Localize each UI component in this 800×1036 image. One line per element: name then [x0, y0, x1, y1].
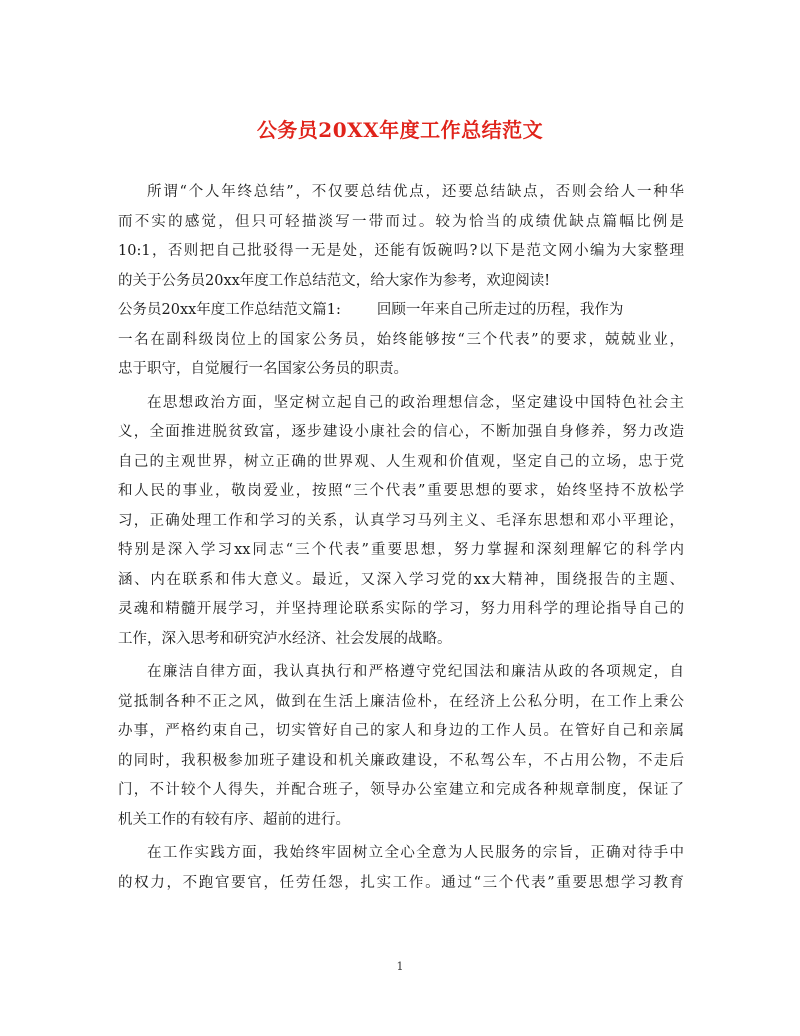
page-number: 1 [396, 960, 404, 973]
politics-line: 和人民的事业，敬岗爱业，按照“三个代表”重要思想的要求，始终坚持不放松学 [118, 483, 684, 499]
politics-line: 在思想政治方面，坚定树立起自己的政治理想信念，坚定建设中国特色社会主 [147, 394, 684, 411]
integrity-line: 机关工作的有较有序、超前的进行。 [118, 811, 350, 828]
article-line: 一名在副科级岗位上的国家公务员，始终能够按“三个代表”的要求，兢兢业业， [118, 331, 684, 348]
politics-line: 习，正确处理工作和学习的关系，认真学习马列主义、毛泽东思想和邓小平理论， [118, 512, 684, 529]
article-line: 忠于职守，自觉履行一名国家公务员的职责。 [118, 361, 408, 377]
politics-line: 义，全面推进脱贫致富，逐步建设小康社会的信心，不断加强自身修养，努力改造 [118, 424, 684, 440]
politics-line: 特别是深入学习xx同志“三个代表”重要思想，努力掌握和深刻理解它的科学内 [118, 542, 684, 558]
document-body [118, 178, 684, 898]
intro-line: 的关于公务员20xx年度工作总结范文，给大家作为参考，欢迎阅读! [118, 272, 551, 289]
document-title: 公务员20XX年度工作总结范文 [256, 118, 544, 142]
intro-line: 10:1，否则把自己批驳得一无是处，还能有饭碗吗?以下是范文网小编为大家整理 [118, 243, 684, 259]
practice-line: 在工作实践方面，我始终牢固树立全心全意为人民服务的宗旨，正确对待手中 [147, 845, 684, 861]
intro-line: 所谓“个人年终总结”，不仅要总结优点，还要总结缺点，否则会给人一种华 [147, 184, 684, 200]
intro-line: 而不实的感觉，但只可轻描淡写一带而过。较为恰当的成绩优缺点篇幅比例是 [118, 213, 684, 230]
politics-line: 工作，深入思考和研究泸水经济、社会发展的战略。 [118, 630, 452, 647]
politics-line: 灵魂和精髓开展学习，并坚持理论联系实际的学习，努力用科学的理论指导自己的 [118, 601, 684, 617]
article-heading: 公务员20xx年度工作总结范文篇1: [118, 302, 341, 318]
integrity-line: 门，不计较个人得失，并配合班子，领导办公室建立和完成各种规章制度，保证了 [118, 782, 684, 798]
integrity-line: 办事，严格约束自己，切实管好自己的家人和身边的工作人员。在管好自己和亲属 [118, 723, 684, 739]
article-heading-line [118, 296, 684, 326]
integrity-line: 觉抵制各种不正之风，做到在生活上廉洁俭朴，在经济上公私分明，在工作上秉公 [118, 693, 684, 710]
integrity-line: 在廉洁自律方面，我认真执行和严格遵守党纪国法和廉洁从政的各项规定，自 [147, 664, 684, 680]
politics-line: 自己的主观世界，树立正确的世界观、人生观和价值观，坚定自己的立场，忠于党 [118, 453, 684, 470]
integrity-line: 的同时，我积极参加班子建设和机关廉政建设，不私驾公车，不占用公物，不走后 [118, 752, 684, 769]
politics-line: 涵、内在联系和伟大意义。最近，又深入学习党的xx大精神，围绕报告的主题、 [118, 571, 684, 588]
practice-line: 的权力，不跑官要官，任劳任怨，扎实工作。通过“三个代表”重要思想学习教育 [118, 874, 684, 891]
article-first-line: 回顾一年来自己所走过的历程，我作为 [376, 302, 624, 318]
